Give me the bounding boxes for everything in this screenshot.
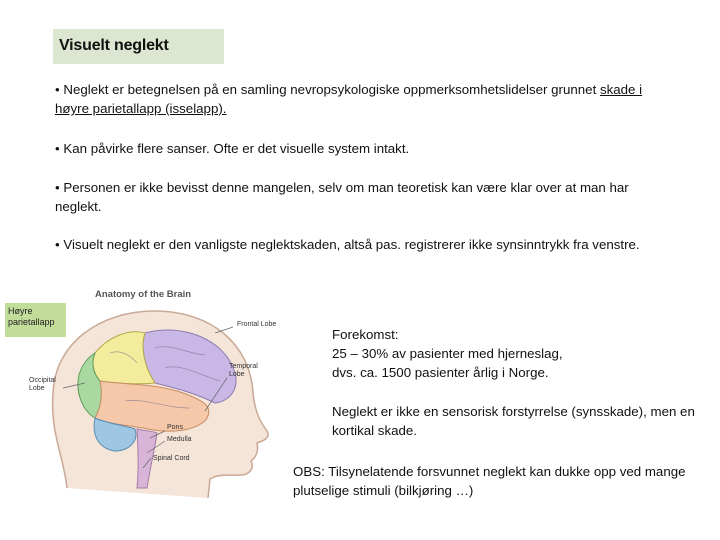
figure-heading: Anatomy of the Brain	[95, 289, 192, 300]
occurrence-block	[332, 325, 692, 382]
occurrence-percent: 25 – 30% av pasienter med hjerneslag,	[332, 346, 563, 361]
label-medulla: Medulla	[167, 436, 192, 443]
occurrence-count: dvs. ca. 1500 pasienter årlig i Norge.	[332, 365, 549, 380]
bullet-definition	[55, 80, 675, 118]
bullet-most-common: • Visuelt neglekt er den vanligste neglektskaden, altså pas. registrerer ikke synsinntrykk fra venstre.	[55, 237, 640, 252]
label-frontal-lobe: Frontal Lobe	[237, 321, 277, 328]
slide-title: Visuelt neglekt	[53, 29, 224, 64]
label-pons: Pons	[167, 424, 183, 431]
obs-note: OBS: Tilsynelatende forsvunnet neglekt kan dukke opp ved mange plutselige stimuli (bilkjøring …)	[293, 464, 686, 498]
label-temporal-lobe: Temporal Lobe	[229, 363, 258, 378]
occurrence-heading: Forekomst:	[332, 327, 399, 342]
bullet-awareness: • Personen er ikke bevisst denne mangelen, selv om man teoretisk kan være klar over at man har neglekt.	[55, 180, 629, 214]
label-occipital-lobe: Occipital Lobe	[29, 377, 56, 392]
bullet-definition-underlined: skade i høyre parietallapp (isselapp).	[55, 82, 643, 116]
bullet-definition-text: • Neglekt er betegnelsen på en samling nevropsykologiske oppmerksomhetslidelser grunnet	[55, 82, 600, 97]
cortical-note: Neglekt er ikke en sensorisk forstyrrelse (synsskade), men en kortikal skade.	[332, 404, 695, 438]
label-spinal-cord: Spinal Cord	[153, 455, 190, 462]
brain-figure	[5, 283, 285, 498]
bullet-senses: • Kan påvirke flere sanser. Ofte er det visuelle system intakt.	[55, 141, 410, 156]
right-parietal-tag: Høyre parietallapp	[5, 303, 66, 337]
